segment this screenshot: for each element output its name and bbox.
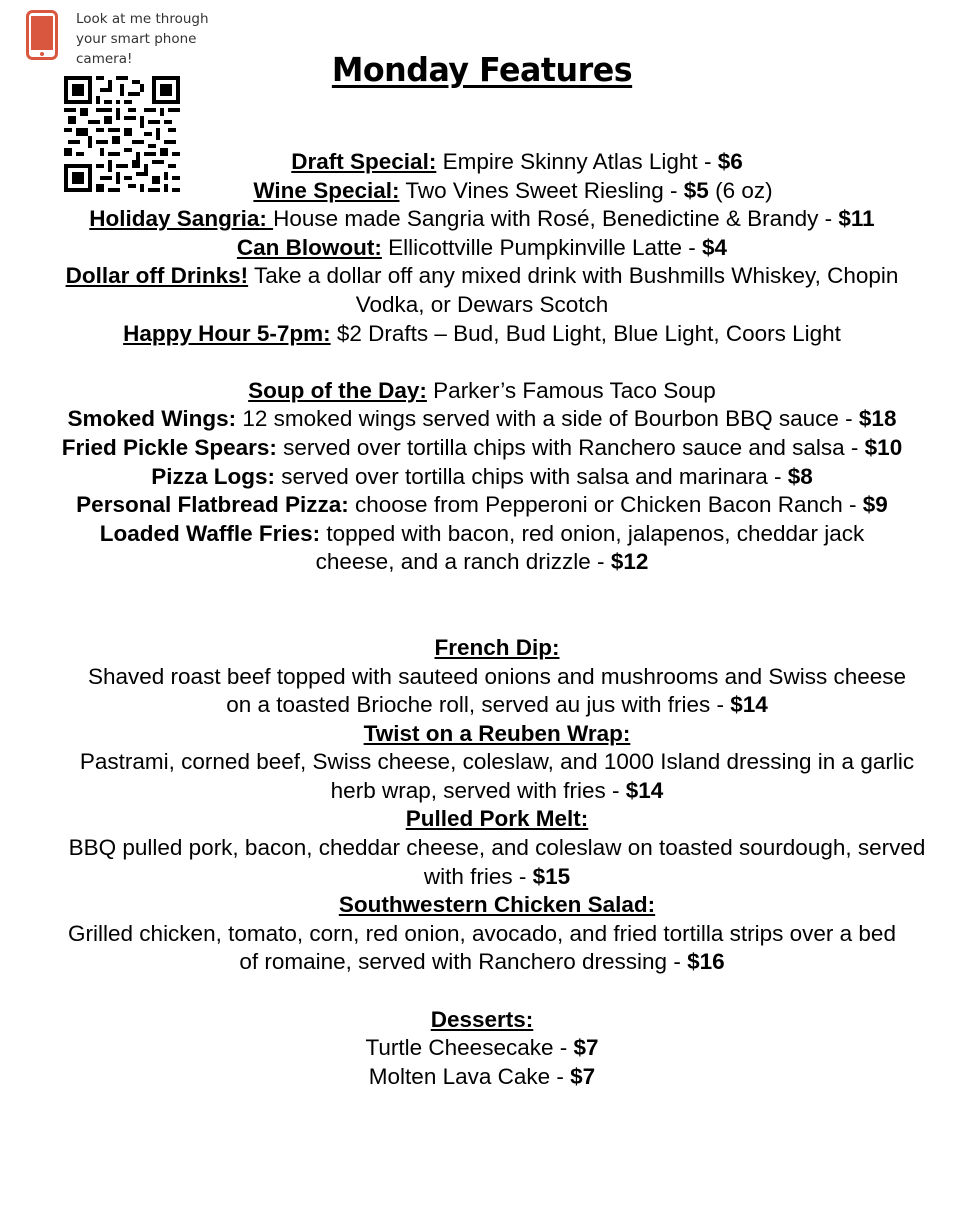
special-label: Dollar off Drinks! <box>65 263 249 289</box>
special-label: Holiday Sangria: <box>89 206 274 232</box>
app-label: Smoked Wings: <box>67 406 237 432</box>
entree-heading: Twist on a Reuben Wrap: <box>363 720 631 746</box>
price: $7 <box>573 1035 599 1061</box>
price: $18 <box>858 406 897 432</box>
special-dollar-off <box>62 262 902 319</box>
entree-heading: Southwestern Chicken Salad: <box>338 892 656 918</box>
price: $14 <box>625 777 664 803</box>
entree-text: Grilled chicken, tomato, corn, red onion, avocado, and fried tortilla strips over a bed of romaine, served with Ranchero dressing - <box>68 920 896 975</box>
special-text: House made Sangria with Rosé, Benedictine & Brandy - <box>273 206 839 232</box>
entree-heading: French Dip: <box>434 634 560 660</box>
price: $5 <box>683 177 709 203</box>
price: $11 <box>838 206 875 232</box>
price: $7 <box>570 1063 596 1089</box>
special-happy-hour <box>0 320 964 349</box>
entree-description <box>37 748 927 805</box>
special-label: Wine Special: <box>253 177 400 203</box>
app-label: Loaded Waffle Fries: <box>99 520 321 546</box>
special-label: Happy Hour 5-7pm: <box>123 320 331 346</box>
special-wine <box>0 177 964 206</box>
soup-of-the-day <box>0 377 964 406</box>
special-sangria <box>0 205 964 234</box>
entree-description <box>57 920 907 977</box>
app-item <box>57 491 907 520</box>
price: $14 <box>730 692 768 718</box>
app-label: Personal Flatbread Pizza: <box>76 492 349 518</box>
special-text: Two Vines Sweet Riesling - <box>399 177 684 203</box>
app-text: 12 smoked wings served with a side of Bourbon BBQ sauce - <box>236 406 859 432</box>
price: $4 <box>702 234 728 260</box>
app-item <box>0 463 964 492</box>
price: $16 <box>687 949 725 975</box>
price: $12 <box>610 549 649 575</box>
special-text: Ellicottville Pumpkinville Latte - <box>381 234 703 260</box>
dessert-name: Turtle Cheesecake - <box>365 1035 574 1061</box>
app-label: Fried Pickle Spears: <box>61 434 277 460</box>
price: $8 <box>787 463 813 489</box>
app-text: choose from Pepperoni or Chicken Bacon Ranch - <box>348 492 863 518</box>
price: $10 <box>864 434 903 460</box>
app-item <box>62 520 902 577</box>
price: $6 <box>717 149 743 174</box>
special-text: $2 Drafts – Bud, Bud Light, Blue Light, Coors Light <box>330 320 841 346</box>
special-label: Draft Special: <box>291 149 437 174</box>
dessert-item <box>0 1034 964 1063</box>
entree-text: BBQ pulled pork, bacon, cheddar cheese, and coleslaw on toasted sourdough, served with fries - <box>68 835 926 889</box>
entree-description <box>57 663 907 720</box>
app-text: served over tortilla chips with salsa and marinara - <box>275 463 788 489</box>
dessert-name: Molten Lava Cake - <box>368 1063 571 1089</box>
soup-label: Soup of the Day: <box>248 377 427 403</box>
soup-text: Parker’s Famous Taco Soup <box>426 377 716 403</box>
price: $15 <box>532 863 571 889</box>
special-suffix: (6 oz) <box>708 177 773 203</box>
app-label: Pizza Logs: <box>151 463 275 489</box>
app-item <box>57 405 907 434</box>
entree-text: Shaved roast beef topped with sauteed onions and mushrooms and Swiss cheese on a toasted Brioche roll, served au jus with fries - <box>87 663 906 718</box>
dessert-item <box>0 1063 964 1092</box>
entree-text: Pastrami, corned beef, Swiss cheese, coleslaw, and 1000 Island dressing in a garlic herb wrap, served with fries - <box>79 749 915 803</box>
special-draft <box>0 148 964 177</box>
app-item <box>52 434 912 463</box>
app-text: served over tortilla chips with Ranchero sauce and salsa - <box>276 434 865 460</box>
app-text: topped with bacon, red onion, jalapenos, cheddar jack cheese, and a ranch drizzle - <box>315 520 865 575</box>
page-title: Monday Features <box>331 50 633 89</box>
price: $9 <box>862 492 888 518</box>
special-label: Can Blowout: <box>236 234 382 260</box>
desserts-heading: Desserts: <box>430 1006 534 1032</box>
special-text: Empire Skinny Atlas Light - <box>436 149 718 174</box>
special-text: Take a dollar off any mixed drink with Bushmills Whiskey, Chopin Vodka, or Dewars Scotch <box>248 263 899 317</box>
menu-body <box>0 148 964 1091</box>
qr-caption: Look at me through your smart phone camera! <box>76 11 209 67</box>
entree-heading: Pulled Pork Melt: <box>405 806 589 832</box>
entree-description <box>27 834 937 891</box>
special-can <box>0 234 964 263</box>
